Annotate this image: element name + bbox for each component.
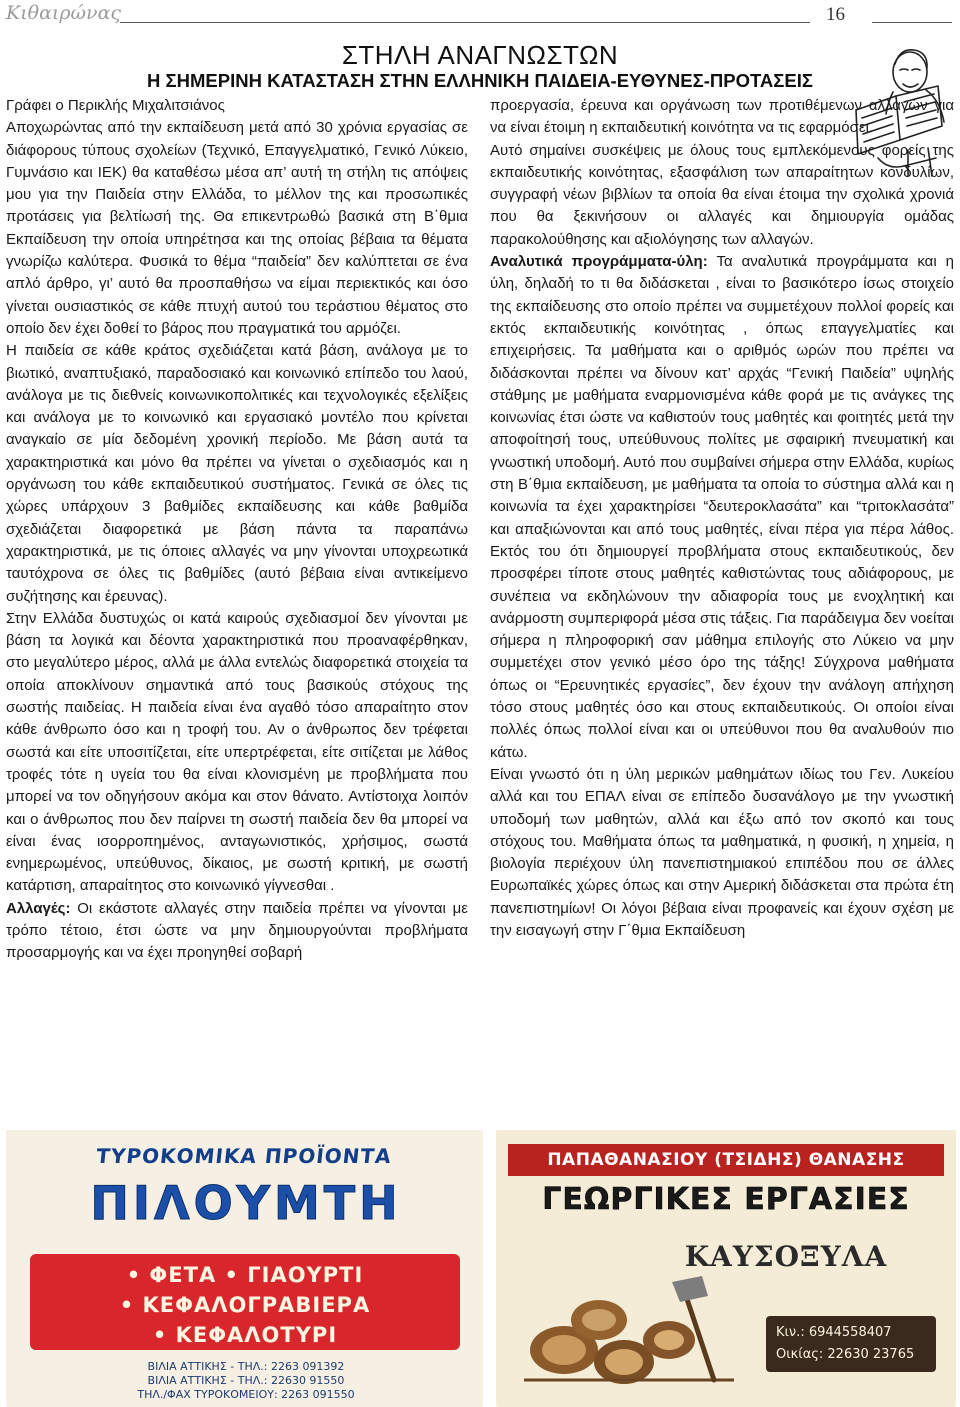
article-subtitle: Η ΣΗΜΕΡΙΝΗ ΚΑΤΑΣΤΑΣΗ ΣΤΗΝ ΕΛΛΗΝΙΚΗ ΠΑΙΔΕΙΑ-ΕΥΘΥΝΕΣ-ΠΡΟΤΑΣΕΙΣ <box>147 70 813 91</box>
ad-farm-owner: ΠΑΠΑΘΑΝΑΣΙΟΥ (ΤΣΙΔΗΣ) ΘΑΝΑΣΗΣ <box>508 1144 944 1176</box>
paragraph <box>490 251 954 764</box>
ad-farm-firewood: ΚΑΥΣΟΞΥΛΑ <box>684 1240 888 1273</box>
ad-dairy-heading: ΤΥΡΟΚΟΜΙΚΑ ΠΡΟΪΟΝΤΑ <box>95 1144 393 1168</box>
ad-mobile-phone: Κιν.: 6944558407 <box>776 1325 892 1340</box>
paragraph: Αποχωρώντας από την εκπαίδευση μετά από 30 χρόνια εργασίας σε διάφορους τύπους σχολείων (Τεχνικό, Επαγγελματικό, Γενικό Λύκειο, Γυμνάσιο και ΙΕΚ) θα καταθέσω μέσα απ’ αυτή τη στήλη τις απόψεις μου για την Παιδεία στην Ελλάδα, το μέλλον της και προσωπικές προτάσεις για βελτίωσή της. Θα επικεντρωθώ βασικά στη Β΄θμια Εκπαίδευση την οποία υπηρέτησα και της οποίας βέβαια τα θέματα γνωρίζω καλύτερα. Φυσικά το θέμα “παιδεία” δεν καλύπτεται σε ένα απλό άρθρο, γι’ αυτό θα προσπαθήσω να είμαι περιεκτικός και όσο γίνεται ουσιαστικός σε κάθε πτυχή αυτού του τεράστιου θέματος στο οποίο δεν έχει δοθεί το βάρος που πραγματικά του αρμόζει. <box>6 119 468 337</box>
ad-product-list <box>30 1260 460 1350</box>
ad-farm-contact <box>766 1316 936 1372</box>
ad-product: • ΦΕΤΑ • ΓΙΑΟΥΡΤΙ <box>126 1263 364 1287</box>
ad-farm-title: ΓΕΩΡΓΙΚΕΣ ΕΡΓΑΣΙΕΣ <box>542 1182 910 1217</box>
magazine-name: Κιθαιρώνας <box>6 2 122 24</box>
farming-advertisement <box>496 1130 956 1407</box>
ad-product: • ΚΕΦΑΛΟΓΡΑΒΙΕΡΑ <box>119 1293 371 1317</box>
author-line: Γράφει ο Περικλής Μιχαλιτσιάνος <box>6 97 225 114</box>
ad-dairy-contact <box>46 1360 446 1402</box>
header-rule <box>120 22 810 23</box>
paragraph-text: Τα αναλυτικά προγράμματα και η ύλη, δηλαδή το τι θα διδάσκεται , είναι το βασικότερο ίσως στοιχείο της εκπαίδευσης στο οποίο πρέπει να συμμετέχουν πολλοί φορείς και εκτός εκπαιδευτικής κοινότητας , όπως επαγγελματίες και επιχειρήσεις. Τα μαθήματα και ο αριθμός ωρών που πρέπει να διδάσκονται πρέπει να δίνουν κατ’ αρχάς “Γενική Παιδεία” υψηλής στάθμης με μαθήματα εναρμονισμένα κάθε φορά με τις ανάγκες της κοινωνίας έτσι ώστε να καθιστούν τους μαθητές και φοιτητές μετά την αποφοίτησή τους, υπεύθυνους πολίτες με σφαιρική πνευματική και γνωστική υποδομή. Αυτό που συμβαίνει σήμερα στην Ελλάδα, κυρίως στη Β΄θμια εκπαίδευση, με μαθήματα τα οποία το σύστημα αλλά και η κοινωνία τα έχει χαρακτηρίσει “δευτεροκλασάτα” και “τριτοκλασάτα” και απαξιώνονται και από τους μαθητές, είναι πέρα για πέρα λάθος. Εκτός του ότι δημιουργεί προβλήματα στους εκπαιδευτικούς, δεν προσφέρει τίποτε στους μαθητές καθιστώντας τους αδιάφορους, με συνέπεια να εκδηλώνουν την αδιαφορία τους με ενοχλητική και ανάρμοστη συμπεριφορά μέσα στις τάξεις. Για παράδειγμα δεν νοείται σήμερα η πληροφορική σαν μάθημα επιλογής στο Λύκειο να μην συμμετέχει στον γενικό μέσο όρο της τάξης! Σύγχρονα μαθήματα όπως οι “Ερευνητικές εργασίες”, δεν έχουν την ανάλογη απήχηση τόσο στους μαθητές όσο και στους εκπαιδευτικούς. Οι οποίοι είναι πολλές όπως πολλοί είναι και οι υπεύθυνοι που θα αναλυθούν πιο κάτω. <box>490 253 955 761</box>
paragraph-text: Οι εκάστοτε αλλαγές στην παιδεία πρέπει να γίνονται με τρόπο τέτοιο, έτσι ώστε να μην δημιουργούνται προβλήματα προσαρμογής και να έχει προηγηθεί σοβαρή <box>6 899 468 962</box>
header-rule-right <box>872 22 952 23</box>
page-header <box>0 0 960 40</box>
dairy-advertisement <box>6 1130 483 1407</box>
firewood-illustration <box>504 1230 754 1400</box>
ad-contact-line: ΒΙΛΙΑ ΑΤΤΙΚΗΣ - ΤΗΛ.: 22630 91550 <box>147 1374 345 1387</box>
ad-dairy-brand: ΠΙΛΟΥΜΤΗ <box>90 1176 402 1230</box>
paragraph: Είναι γνωστό ότι η ύλη μερικών μαθημάτων ιδίως του Γεν. Λυκείου αλλά και του ΕΠΑΛ είναι σε επίπεδο δυσανάλογο με την γνωστική υποδομή των μαθητών, αλλά και έξω από τον σκοπό και τους στόχους του. Μαθήματα όπως τα μαθηματικά, η φυσική, η χημεία, η βιολογία περιέχουν ύλη πανεπιστημιακού επιπέδου που σε άλλες Ευρωπαϊκές χώρες όπως και στην Αμερική διδάσκεται στα πρώτα έτη πανεπιστημίων! Οι λόγοι βέβαια είναι προφανείς και έχουν σχέση με την εισαγωγή στην Γ΄θμια Εκπαίδευση <box>490 765 954 939</box>
section-label-curricula: Αναλυτικά προγράμματα-ύλη: <box>490 253 708 271</box>
paragraph: Η παιδεία σε κάθε κράτος σχεδιάζεται κατά βάση, ανάλογα με το βιωτικό, αναπτυξιακό, παραδοσιακό και κοινωνικό επίπεδο του λαού, ανάλογα με τις διεθνείς κοινωνικοπολιτικές και τεχνολογικές εξελίξεις και ανάλογα με το κοινωνικό και εργασιακό μοντέλο που κρίνεται αναγκαίο σε μία δεδομένη χρονική περίοδο. Με βάση αυτά τα χαρακτηριστικά και μόνο θα πρέπει να γίνεται ο σχεδιασμός και η οργάνωση του κάθε εκπαιδευτικού συστήματος. Γενικά σε όλες τις χώρες υπάρχουν 3 βαθμίδες εκπαίδευσης και κάθε βαθμίδα σχεδιάζεται διαφορετικά με βάση πάντα τα παραπάνω χαρακτηριστικά, με τις όποιες αλλαγές να μην γίνονται υποχρεωτικά ταυτόχρονα σε όλες τις βαθμίδες (αυτό βέβαια είναι αντικείμενο συζήτησης και έρευνας). <box>6 342 468 605</box>
ad-product: • ΚΕΦΑΛΟΤΥΡΙ <box>152 1323 338 1347</box>
ad-contact-line: ΒΙΛΙΑ ΑΤΤΙΚΗΣ - ΤΗΛ.: 2263 091392 <box>147 1360 345 1373</box>
column-title: ΣΤΗΛΗ ΑΝΑΓΝΩΣΤΩΝ <box>341 40 619 70</box>
section-label-changes: Αλλαγές: <box>6 899 71 917</box>
article-right-column <box>490 95 954 942</box>
page-number: 16 <box>826 4 845 25</box>
ad-contact-line: ΤΗΛ./ΦΑΧ ΤΥΡΟΚΟΜΕΙΟΥ: 2263 091550 <box>137 1388 355 1401</box>
ad-home-phone: Οικίας: 22630 23765 <box>776 1347 915 1362</box>
article-left-column <box>6 95 468 965</box>
paragraph: Αυτό σημαίνει συσκέψεις με όλους τους εμπλεκόμενους φορείς της εκπαιδευτικής κοινότητας, εξασφάλιση των απαραίτητων κονδυλίων, συγγραφή νέων βιβλίων τα οποία θα είναι έτοιμα την σχολικά χρονιά που θα ξεκινήσουν οι αλλαγές και δημιουργία ομάδας παρακολούθησης και αξιολόγησης των αλλαγών. <box>490 141 954 248</box>
paragraph: προεργασία, έρευνα και οργάνωση των προτιθέμενων αλλαγών για να είναι έτοιμη η εκπαιδευτική κοινότητα να τις εφαρμόσει. <box>490 97 954 137</box>
paragraph: Στην Ελλάδα δυστυχώς οι κατά καιρούς σχεδιασμοί δεν γίνονται με βάση τα λογικά και δέοντα χαρακτηριστικά που προαναφέρθηκαν, στο μεγαλύτερο μέρος, αλλά με άλλα εντελώς διαφορετικά στοιχεία τα οποία αποκλίνουν σημαντικά από τους βασικούς στόχους της σωστής παιδείας. Η παιδεία είναι ένα αγαθό τόσο απαραίτητο στον κάθε άνθρωπο όσο και η τροφή του. Αν ο άνθρωπος δεν τρέφεται σωστά και είτε υποσιτίζεται, είτε υπερτρέφεται, είτε σιτίζεται με λάθος τροφές τότε η υγεία του θα είναι κλονισμένη με προβλήματα που μπορεί να τον οδηγήσουν ακόμα και στον θάνατο. Αντίστοιχα λοιπόν και ο άνθρωπος που δεν παίρνει τη σωστή παιδεία δεν θα μπορεί να είναι ένας ισορροπημένος, ανταγωνιστικός, χρήσιμος, σωστά ενημερωμένος, υπεύθυνος, δίκαιος, με σωστή κριτική, με σωστή κατάρτιση, απαραίτητος στο κοινωνικό γίγνεσθαι . <box>6 609 468 895</box>
paragraph <box>6 898 468 965</box>
